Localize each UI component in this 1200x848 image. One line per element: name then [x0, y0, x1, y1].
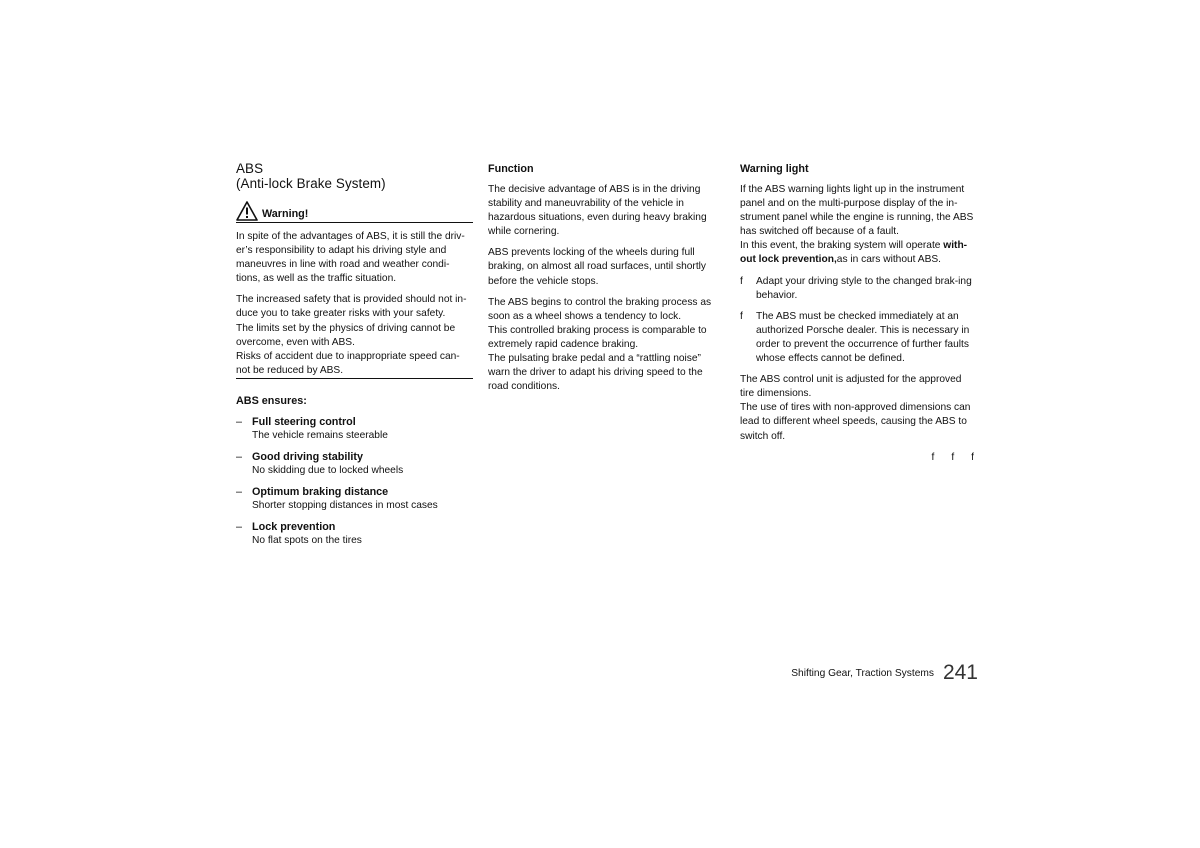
warning-label: Warning!: [262, 208, 309, 220]
ensures-heading: ABS ensures:: [236, 394, 307, 407]
function-paragraph: The ABS begins to control the braking process as soon as a wheel shows a tendency to lock.: [488, 296, 712, 322]
list-item-desc: No skidding due to locked wheels: [252, 465, 404, 477]
warning-paragraph: Risks of accident due to inappropriate speed can-not be reduced by ABS.: [236, 350, 460, 376]
warning-light-heading: Warning light: [740, 163, 809, 175]
instruction-item: [740, 310, 978, 366]
list-item-title: Full steering control: [252, 415, 356, 428]
warning-paragraph: The increased safety that is provided should not in-duce you to take greater risks with your safety.: [236, 294, 467, 320]
warning-light-paragraph: The ABS control unit is adjusted for the approved tire dimensions.: [740, 374, 962, 400]
instruction-marker: f: [740, 310, 743, 322]
function-paragraph: The decisive advantage of ABS is in the driving stability and maneuvrability of the vehicle in hazardous situations, even during heavy braking while cornering.: [488, 184, 707, 238]
title-line-1: ABS: [236, 161, 264, 176]
function-heading: Function: [488, 163, 534, 175]
list-item-desc: Shorter stopping distances in most cases: [252, 500, 438, 512]
title-line-2: (Anti-lock Brake System): [236, 175, 386, 191]
instruction-marker: f: [740, 275, 743, 287]
function-paragraph: The pulsating brake pedal and a “rattling noise” warn the driver to adapt his driving speed to the road conditions.: [488, 353, 703, 393]
instruction-item: [740, 275, 978, 303]
warning-header: [236, 201, 473, 223]
continued-marks: [740, 452, 978, 463]
list-dash: –: [236, 521, 243, 534]
list-dash: –: [236, 415, 243, 428]
instruction-text: The ABS must be checked immediately at an authorized Porsche dealer. This is necessary in order to prevent the occurrence of further faults whose effects cannot be defined.: [756, 310, 970, 365]
warning-box: [236, 230, 473, 379]
paragraph-text: In this event, the braking system will operate: [740, 240, 944, 252]
column-warning-light: [740, 162, 978, 463]
list-dash: –: [236, 451, 243, 464]
warning-light-paragraph: [740, 239, 978, 267]
function-paragraph: ABS prevents locking of the wheels during full braking, on almost all road surfaces, until shortly before the vehicle stops.: [488, 247, 707, 287]
list-dash: –: [236, 486, 243, 499]
list-item: [236, 450, 473, 478]
continued-mark: f: [951, 451, 955, 463]
warning-triangle-icon: [236, 201, 258, 221]
warning-paragraph: In spite of the advantages of ABS, it is still the driv-er’s responsibility to adapt his driving style and maneuvres in line with road and weather condi-tions, as well as the traffic situation.: [236, 231, 465, 285]
footer-section-title: Shifting Gear, Traction Systems: [791, 668, 934, 679]
paragraph-emphasis: with-out lock prevention,: [740, 240, 968, 266]
list-item-title: Good driving stability: [252, 451, 363, 464]
list-item-desc: The vehicle remains steerable: [252, 429, 388, 441]
warning-light-paragraph: If the ABS warning lights light up in the instrument panel and on the multi-purpose display of the in-strument panel while the engine is running, the ABS has switched off because of a fault.: [740, 184, 974, 238]
list-item: [236, 485, 473, 513]
paragraph-text: as in cars without ABS.: [836, 254, 941, 266]
list-item: [236, 415, 473, 443]
page-number: 241: [942, 661, 978, 684]
continued-mark: f: [971, 451, 974, 463]
list-item-title: Lock prevention: [252, 521, 336, 534]
continued-mark: f: [931, 451, 935, 463]
warning-paragraph: The limits set by the physics of driving cannot be overcome, even with ABS.: [236, 322, 456, 348]
list-item-title: Optimum braking distance: [252, 486, 389, 499]
instruction-text: Adapt your driving style to the changed brak-ing behavior.: [756, 275, 972, 301]
function-paragraph: This controlled braking process is comparable to extremely rapid cadence braking.: [488, 324, 707, 350]
list-item-desc: No flat spots on the tires: [252, 535, 362, 547]
column-abs-intro: [236, 162, 473, 555]
page-footer: [780, 662, 978, 684]
ensures-list: [236, 415, 473, 548]
warning-light-paragraph: The use of tires with non-approved dimensions can lead to different wheel speeds, causing the ABS to switch off.: [740, 402, 971, 442]
section-title: [236, 162, 473, 191]
column-function: [488, 162, 724, 394]
list-item: [236, 520, 473, 548]
